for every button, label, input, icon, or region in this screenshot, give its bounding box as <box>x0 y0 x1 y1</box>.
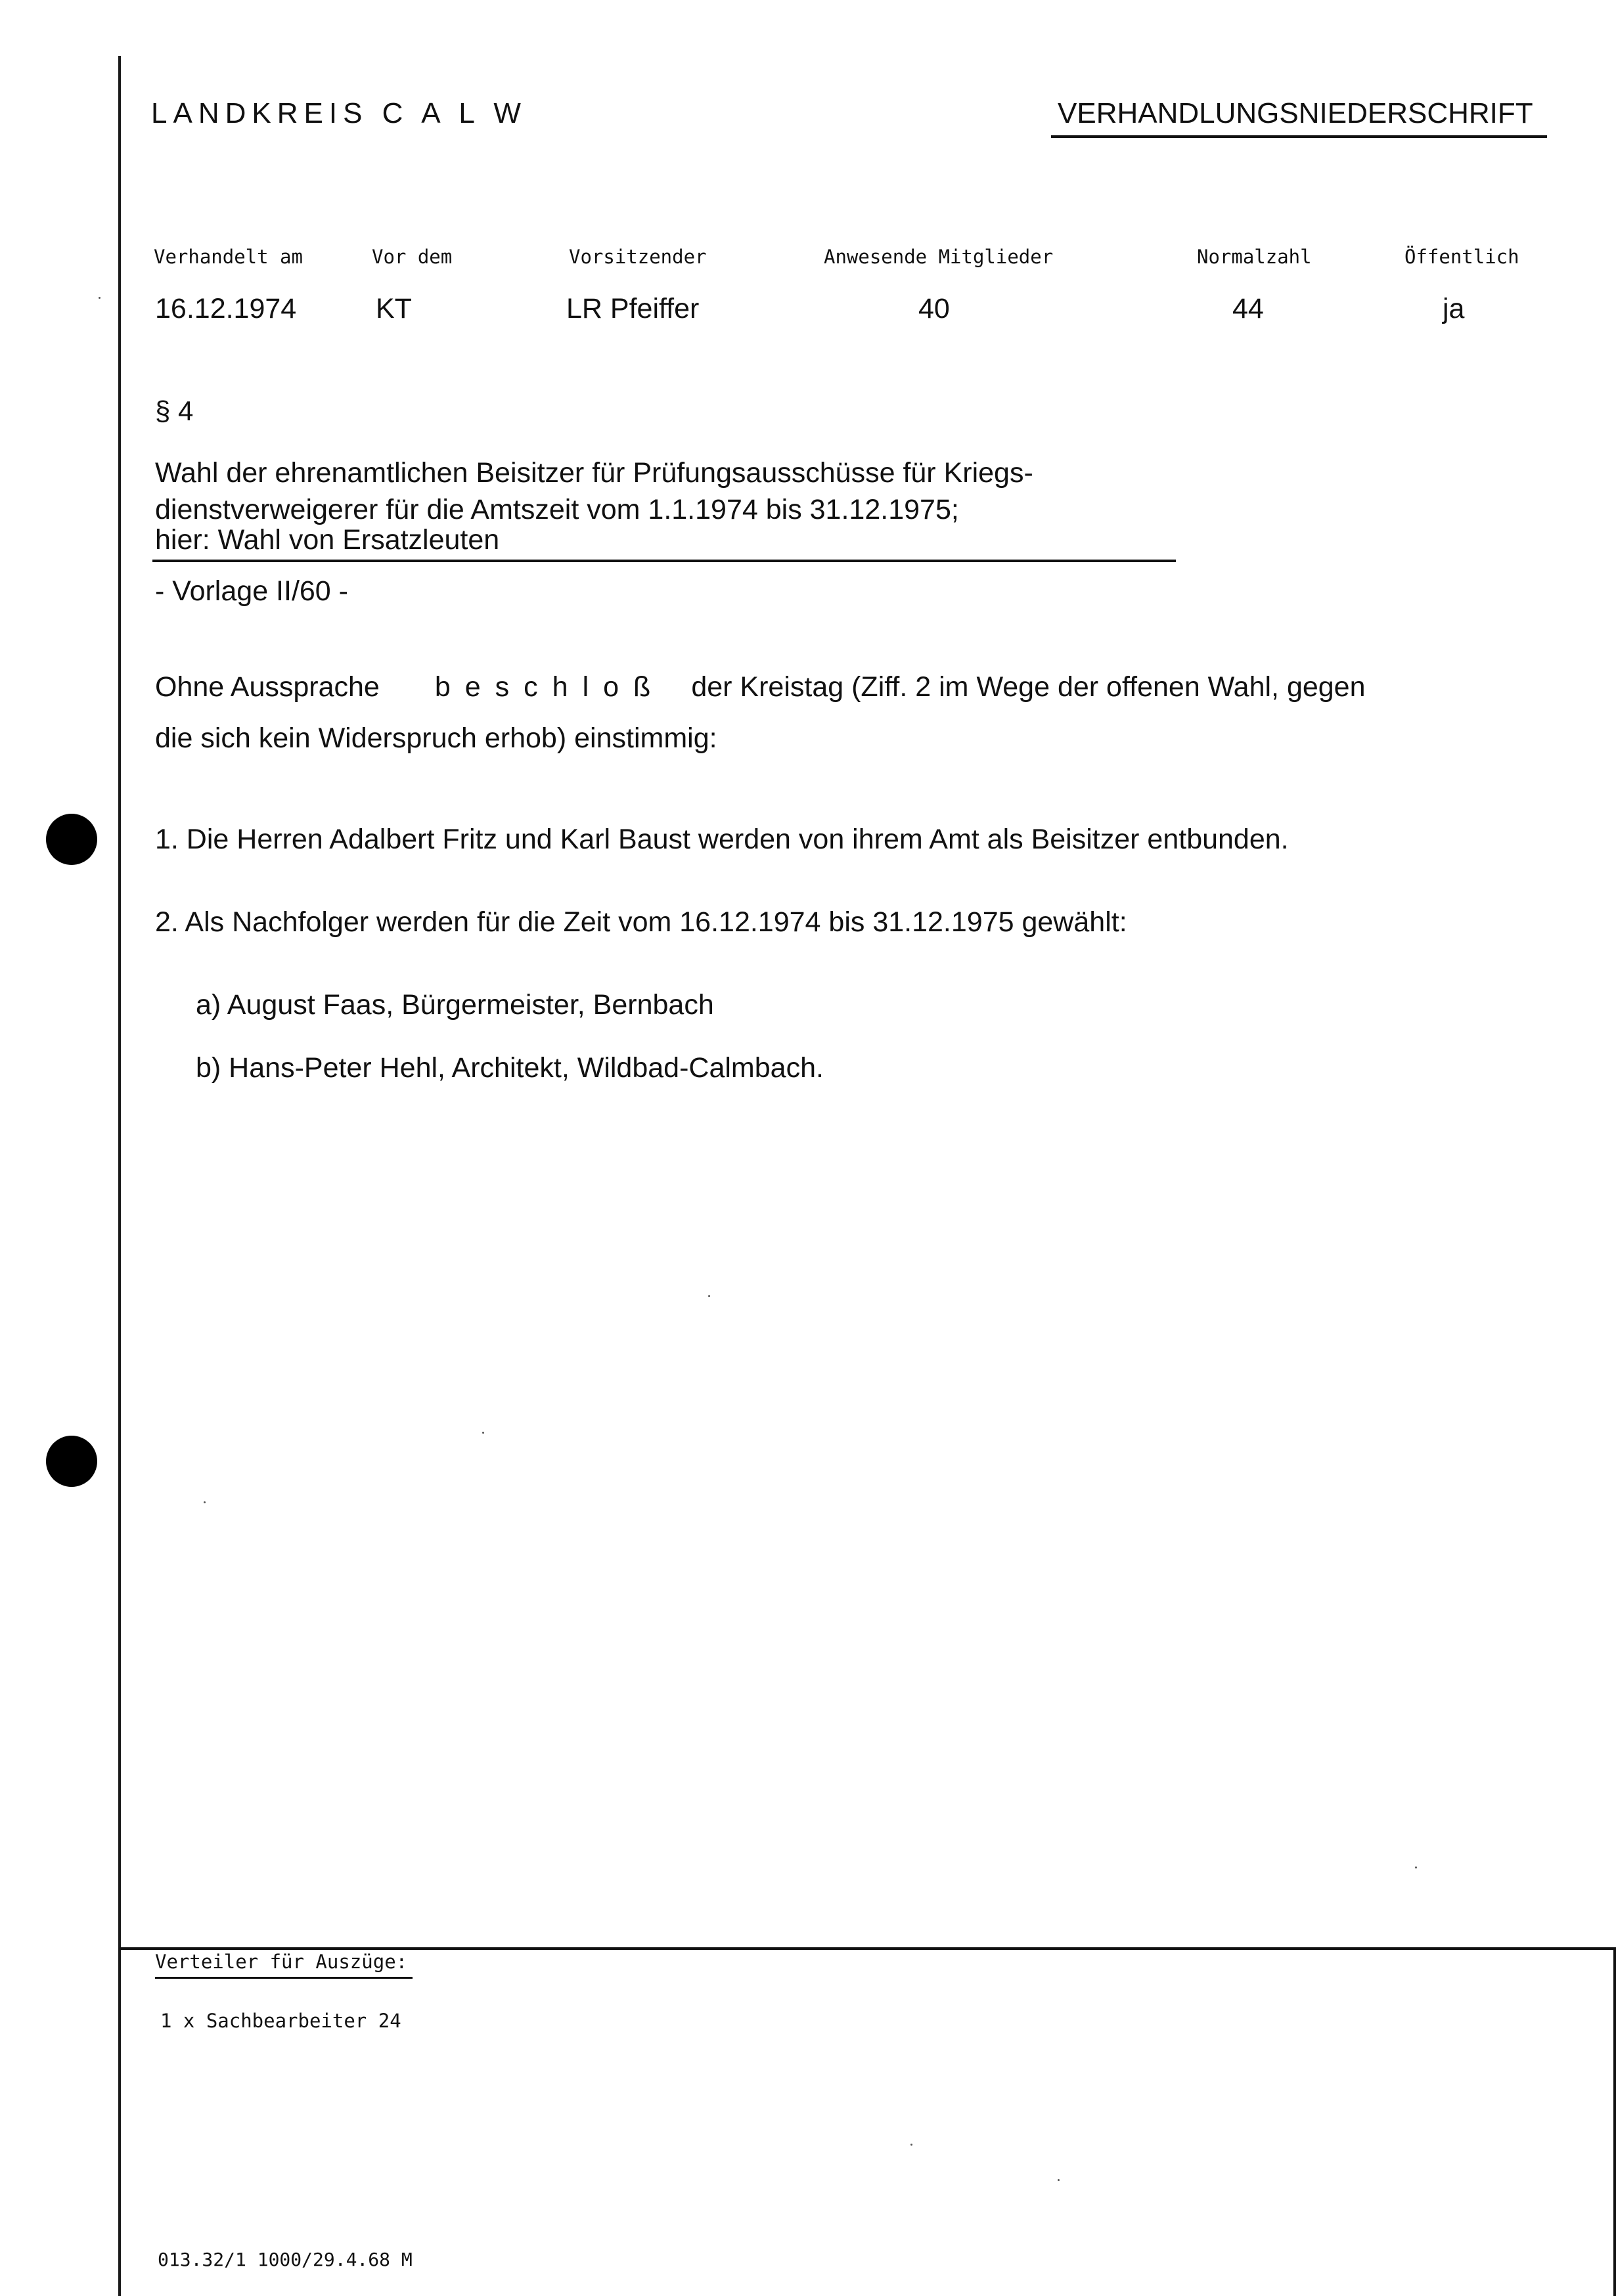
meta-label-present: Anwesende Mitglieder <box>824 246 1054 268</box>
punch-hole-bottom <box>46 1436 97 1487</box>
intro-text-b: der Kreistag (Ziff. 2 im Wege der offenen Wahl, gegen <box>691 671 1366 703</box>
meta-value-normal: 44 <box>1232 293 1264 324</box>
title-line-3: hier: Wahl von Ersatzleuten <box>155 524 500 556</box>
meta-label-normal: Normalzahl <box>1197 246 1312 268</box>
distribution-item: 1 x Sachbearbeiter 24 <box>160 2010 401 2032</box>
successor-a: a) August Faas, Bürgermeister, Bernbach <box>196 989 714 1021</box>
resolution-item-1: 1. Die Herren Adalbert Fritz und Karl Baust werden von ihrem Amt als Beisitzer entbunden. <box>155 824 1289 855</box>
footer-right-border <box>1613 1947 1616 2296</box>
document-type-underline <box>1051 135 1547 138</box>
paragraph-number: § 4 <box>155 395 194 426</box>
meta-value-public: ja <box>1443 293 1465 324</box>
intro-line-2: die sich kein Widerspruch erhob) einstimmig: <box>155 722 717 754</box>
resolution-item-2: 2. Als Nachfolger werden für die Zeit vom 16.12.1974 bis 31.12.1975 gewählt: <box>155 906 1127 938</box>
scan-speck <box>99 297 101 299</box>
margin-line <box>118 56 121 2296</box>
scan-speck <box>1058 2179 1060 2181</box>
footer-rule <box>120 1947 1616 1950</box>
title-line-1: Wahl der ehrenamtlichen Beisitzer für Prüfungsausschüsse für Kriegs- <box>155 457 1033 489</box>
vorlage-reference: - Vorlage II/60 - <box>155 575 348 607</box>
meta-value-body: KT <box>376 293 412 324</box>
meta-label-date: Verhandelt am <box>154 246 303 268</box>
distribution-label-underline <box>155 1977 413 1979</box>
scan-speck <box>204 1501 206 1503</box>
intro-spaced-verb: beschloß <box>434 671 665 703</box>
scan-speck <box>910 2144 912 2146</box>
meta-value-present: 40 <box>918 293 950 324</box>
document-type-title: VERHANDLUNGSNIEDERSCHRIFT <box>1058 97 1533 129</box>
meta-label-body: Vor dem <box>372 246 453 268</box>
meta-value-chair: LR Pfeiffer <box>566 293 700 324</box>
meta-label-public: Öffentlich <box>1404 246 1519 268</box>
scan-speck <box>1415 1866 1417 1868</box>
distribution-label: Verteiler für Auszüge: <box>155 1951 408 1973</box>
intro-line-1 <box>155 671 1366 703</box>
successor-b: b) Hans-Peter Hehl, Architekt, Wildbad-Calmbach. <box>196 1052 824 1084</box>
title-line-2: dienstverweigerer für die Amtszeit vom 1.1.1974 bis 31.12.1975; <box>155 494 959 525</box>
form-code: 013.32/1 1000/29.4.68 M <box>158 2249 413 2270</box>
title-rule <box>152 560 1176 562</box>
district-title: LANDKREIS C A L W <box>151 97 527 129</box>
intro-text-a: Ohne Aussprache <box>155 671 380 703</box>
scan-speck <box>708 1295 710 1297</box>
scan-speck <box>482 1432 484 1434</box>
meta-label-chair: Vorsitzender <box>569 246 707 268</box>
punch-hole-top <box>46 814 97 865</box>
meta-value-date: 16.12.1974 <box>155 293 297 324</box>
